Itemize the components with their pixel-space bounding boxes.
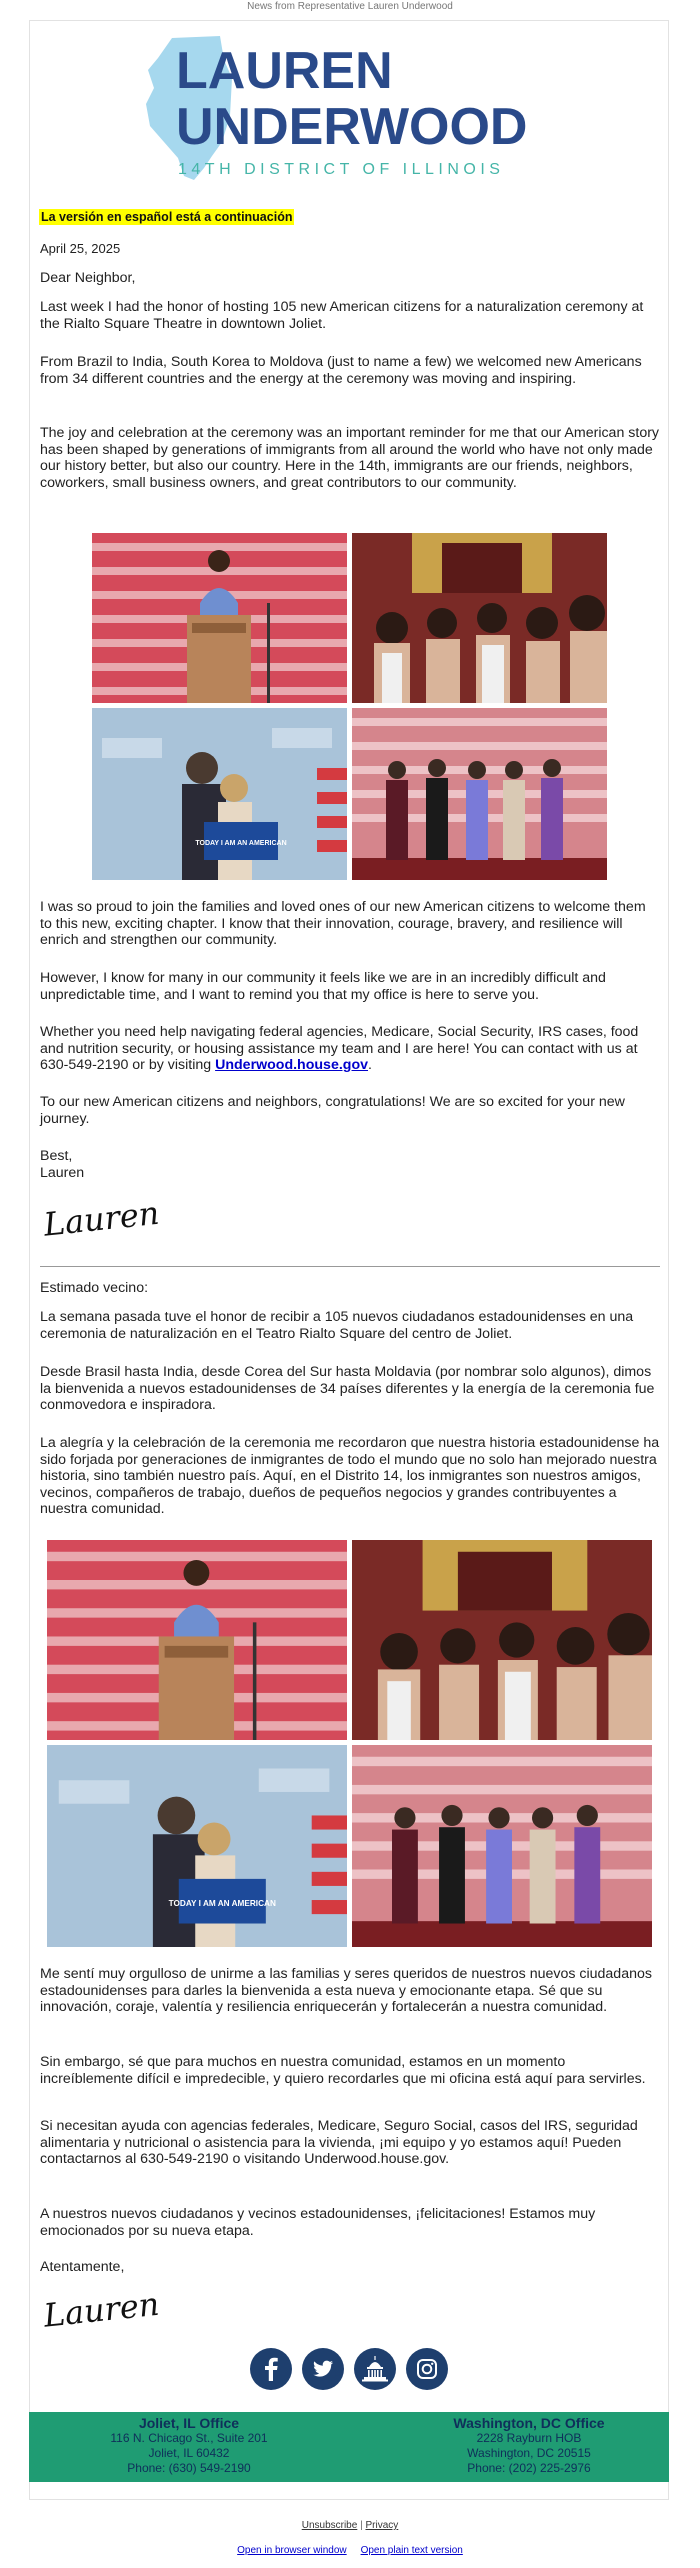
signature-image-es xyxy=(40,2284,162,2339)
joliet-office-address-2: Joliet, IL 60432 xyxy=(148,2446,230,2460)
dc-office-address-1: 2228 Rayburn HOB xyxy=(476,2431,582,2445)
capitol-icon[interactable] xyxy=(354,2348,396,2390)
paragraph-7: To our new American citizens and neighbors, congratulations! We are so excited for your new journey. xyxy=(40,1094,625,1127)
dc-office-phone: Phone: (202) 225-2976 xyxy=(467,2461,591,2475)
photo-sign-es[interactable] xyxy=(47,1745,347,1947)
joliet-office-address-1: 116 N. Chicago St., Suite 201 xyxy=(110,2431,268,2445)
logo-line3: 14TH DISTRICT OF ILLINOIS xyxy=(178,161,505,178)
sign-text-es: TODAY I AM AN AMERICAN xyxy=(168,1898,276,1908)
photo-podium[interactable] xyxy=(92,533,347,703)
closing-es: Atentamente, xyxy=(40,2259,125,2275)
footer-offices xyxy=(29,2412,669,2482)
links-separator: | xyxy=(360,2520,363,2531)
dc-office xyxy=(409,2416,649,2476)
photo-audience[interactable] xyxy=(352,533,607,703)
photo-sign[interactable] xyxy=(92,708,347,880)
photo-group[interactable] xyxy=(352,708,607,880)
facebook-icon[interactable] xyxy=(250,2348,292,2390)
sign-text: TODAY I AM AN AMERICAN xyxy=(195,840,287,847)
signoff-name: Lauren xyxy=(40,1165,85,1181)
joliet-office-title: Joliet, IL Office xyxy=(138,2415,240,2431)
spanish-version-notice: La versión en español está a continuación xyxy=(41,210,293,224)
plain-text-link[interactable]: Open plain text version xyxy=(360,2545,463,2556)
paragraph-6-text: Whether you need help navigating federal agencies, Medicare, Social Security, IRS cases, food and nutrition security, or housing assistance my team and I are here! You can contact with us at 630-549-2190 or by visiting xyxy=(40,1024,639,1073)
photo-podium-es[interactable] xyxy=(47,1540,347,1740)
paragraph-6 xyxy=(40,1024,660,1074)
privacy-link[interactable]: Privacy xyxy=(365,2520,399,2531)
paragraph-4: I was so proud to join the families and loved ones of our new American citizens to welcome them to this new, exciting chapter. I know that their innovation, courage, bravery, and resilience will enrich and strengthen our community. xyxy=(40,899,646,948)
dc-office-address-2: Washington, DC 20515 xyxy=(467,2446,591,2460)
paragraph-5-es: Sin embargo, sé que para muchos en nuestra comunidad, estamos en un momento increíblemente difícil e impredecible, y quiero recordarles que mi oficina está aquí para servirles. xyxy=(40,2054,646,2087)
photo-group-es[interactable] xyxy=(352,1745,652,1947)
unsubscribe-link[interactable]: Unsubscribe xyxy=(301,2520,358,2531)
signature-text-es: Lauren xyxy=(41,2284,162,2335)
logo-line2: UNDERWOOD xyxy=(176,98,528,156)
date: April 25, 2025 xyxy=(40,241,121,256)
logo-line1: LAUREN xyxy=(176,42,393,100)
website-link[interactable]: Underwood.house.gov xyxy=(215,1057,369,1073)
greeting-es: Estimado vecino: xyxy=(40,1280,149,1296)
logo xyxy=(120,30,590,190)
paragraph-5: However, I know for many in our community it feels like we are in an incredibly difficult and unpredictable time, and I want to remind you that my office is here to serve you. xyxy=(40,970,606,1003)
paragraph-6-end: . xyxy=(368,1057,372,1073)
paragraph-3-es: La alegría y la celebración de la ceremonia me recordaron que nuestra historia estadounidense ha sido forjada por generaciones de inmigrantes de todo el mundo que no solo han mejorado nuestra historia, sino también nuestro país. Aquí, en el Distrito 14, los inmigrantes son nuestros amigos, vecinos, compañeros de trabajo, dueños de pequeños negocios y grandes contribuyentes a nuestra comunidad. xyxy=(40,1435,660,1517)
photo-audience-es[interactable] xyxy=(352,1540,652,1740)
legal-links xyxy=(0,2520,700,2531)
paragraph-1-es: La semana pasada tuve el honor de recibir a 105 nuevos ciudadanos estadounidenses en una ceremonia de naturalización en el Teatro Rialto Square del centro de Joliet. xyxy=(40,1309,634,1342)
open-in-browser-link[interactable]: Open in browser window xyxy=(237,2545,347,2556)
paragraph-1: Last week I had the honor of hosting 105 new American citizens for a naturalization ceremony at the Rialto Square Theatre in downtown Joliet. xyxy=(40,299,644,332)
joliet-office xyxy=(69,2416,309,2476)
twitter-icon[interactable] xyxy=(302,2348,344,2390)
language-divider xyxy=(40,1266,660,1267)
view-links xyxy=(0,2545,700,2556)
joliet-office-phone: Phone: (630) 549-2190 xyxy=(127,2461,251,2475)
paragraph-6-es: Si necesitan ayuda con agencias federales, Medicare, Seguro Social, casos del IRS, seguridad alimentaria y nutricional o asistencia para la vivienda, ¡mi equipo y yo estamos aquí! Pueden contactarnos al 630-549-2190 o visitando Underwood.house.gov. xyxy=(40,2118,638,2167)
paragraph-3: The joy and celebration at the ceremony was an important reminder for me that our American story has been shaped by generations of immigrants from all around the world who have not only made our history better, but also our country. Here in the 14th, immigrants are our friends, neighbors, coworkers, small business owners, and great contributors to our community. xyxy=(40,425,660,491)
closing: Best, xyxy=(40,1148,73,1164)
signature-image xyxy=(40,1193,162,1248)
instagram-icon[interactable] xyxy=(406,2348,448,2390)
paragraph-2-es: Desde Brasil hasta India, desde Corea del Sur hasta Moldavia (por nombrar solo algunos), dimos la bienvenida a nuevos estadounidenses de 34 países diferentes y la energía de la ceremonia fue conmovedora e inspiradora. xyxy=(40,1364,655,1413)
paragraph-2: From Brazil to India, South Korea to Moldova (just to name a few) we welcomed new Americans from 34 different countries and the energy at the ceremony was moving and inspiring. xyxy=(40,354,642,387)
greeting: Dear Neighbor, xyxy=(40,270,136,286)
paragraph-7-es: A nuestros nuevos ciudadanos y vecinos estadounidenses, ¡felicitaciones! Estamos muy emocionados por su nueva etapa. xyxy=(40,2206,596,2239)
signature-text: Lauren xyxy=(41,1193,162,1244)
preheader: News from Representative Lauren Underwood xyxy=(247,1,453,12)
dc-office-title: Washington, DC Office xyxy=(453,2415,605,2431)
paragraph-4-es: Me sentí muy orgulloso de unirme a las familias y seres queridos de nuestros nuevos ciudadanos estadounidenses para darles la bienvenida a esta nueva y emocionante etapa. Sé que su innovación, coraje, valentía y resiliencia enriquecerán y fortalecerán a nuestra comunidad. xyxy=(40,1966,652,2015)
